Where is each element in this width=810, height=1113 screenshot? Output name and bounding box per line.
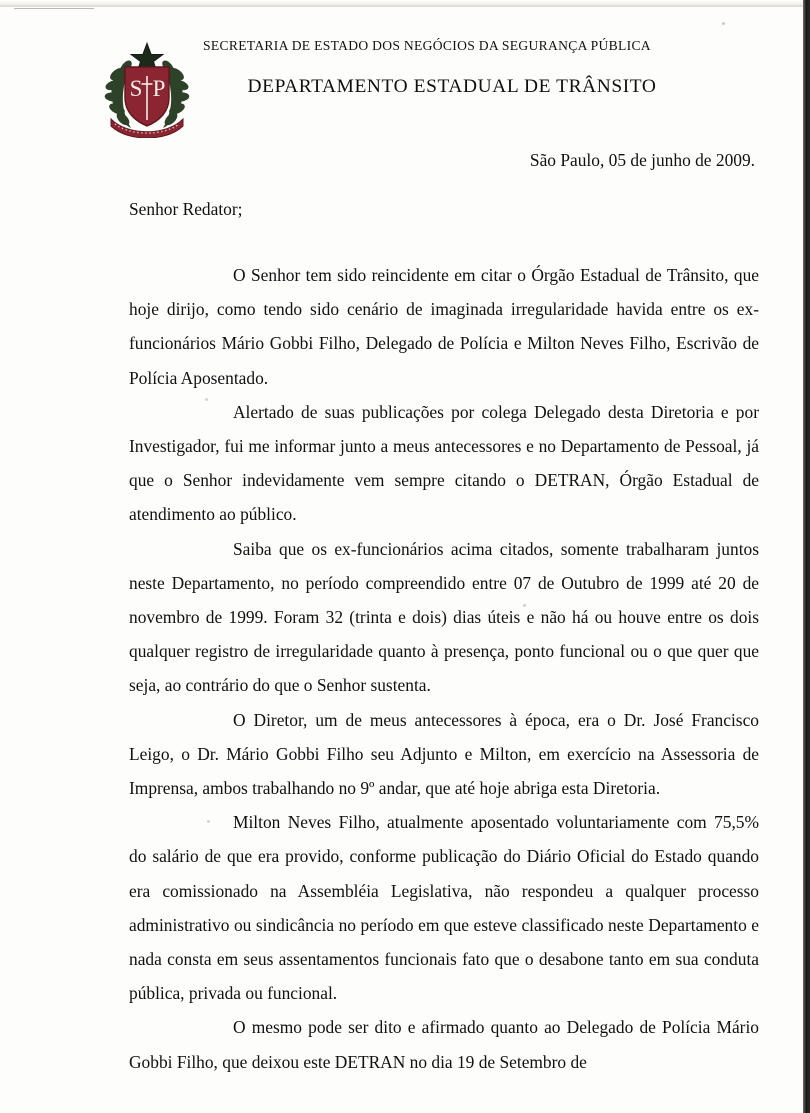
letterhead bbox=[0, 38, 806, 146]
department-name-line-2: DEPARTAMENTO ESTADUAL DE TRÂNSITO bbox=[247, 76, 657, 97]
organization-name-line-1: SECRETARIA DE ESTADO DOS NEGÓCIOS DA SEGURANÇA PÚBLICA bbox=[203, 38, 651, 53]
sao-paulo-coat-of-arms-icon bbox=[101, 40, 193, 138]
scan-top-edge-artifact bbox=[0, 0, 806, 7]
paragraph: O Diretor, um de meus antecessores à época, era o Dr. José Francisco Leigo, o Dr. Mário Gobbi Filho seu Adjunto e Milton, em exercício na Assessoria de Imprensa, ambos trabalhando no 9º andar, que até hoje abriga esta Diretoria. bbox=[129, 709, 759, 799]
svg-text:S: S bbox=[129, 76, 143, 101]
svg-text:P: P bbox=[152, 76, 166, 101]
paragraph-truncated: O mesmo pode ser dito e afirmado quanto ao Delegado de Polícia Mário Gobbi Filho, que deixou este DETRAN no dia 19 de Setembro de bbox=[129, 1017, 759, 1072]
scan-speck-artifact bbox=[722, 22, 725, 25]
letter-body bbox=[129, 150, 759, 1079]
paragraph: Milton Neves Filho, atualmente aposentado voluntariamente com 75,5% do salário de que era provido, conforme publicação do Diário Oficial do Estado quando era comissionado na Assembléia Legislativa, não respondeu a qualquer processo administrativo ou sindicância no período em que esteve classificado neste Departamento e nada consta em seus assentamentos funcionais fato que o desabone tanto em sua conduta pública, privada ou funcional. bbox=[129, 812, 759, 1004]
letterhead-text-block bbox=[200, 38, 740, 98]
paragraph: Saiba que os ex-funcionários acima citados, somente trabalharam juntos neste Departamento, no período compreendido entre 07 de Outubro de 1999 até 20 de novembro de 1999. Foram 32 (trinta e dois) dias úteis e não há ou houve entre os dois qualquer registro de irregularidade quanto à presença, ponto funcional ou o que quer que seja, ao contrário do que o Senhor sustenta. bbox=[129, 538, 759, 696]
scan-right-edge-artifact bbox=[803, 0, 810, 1113]
scan-streak-artifact bbox=[14, 8, 94, 9]
paragraph: Alertado de suas publicações por colega Delegado desta Diretoria e por Investigador, fui me informar junto a meus antecessores e no Departamento de Pessoal, já que o Senhor indevidamente vem sempre citando o DETRAN, Órgão Estadual de atendimento ao público. bbox=[129, 401, 759, 525]
dateline: São Paulo, 05 de junho de 2009. bbox=[529, 150, 755, 170]
paragraph: O Senhor tem sido reincidente em citar o Órgão Estadual de Trânsito, que hoje dirijo, como tendo sido cenário de imaginada irregularidade havida entre os ex-funcionários Mário Gobbi Filho, Delegado de Polícia e Milton Neves Filho, Escrivão de Polícia Aposentado. bbox=[129, 265, 759, 388]
salutation: Senhor Redator; bbox=[129, 199, 243, 219]
